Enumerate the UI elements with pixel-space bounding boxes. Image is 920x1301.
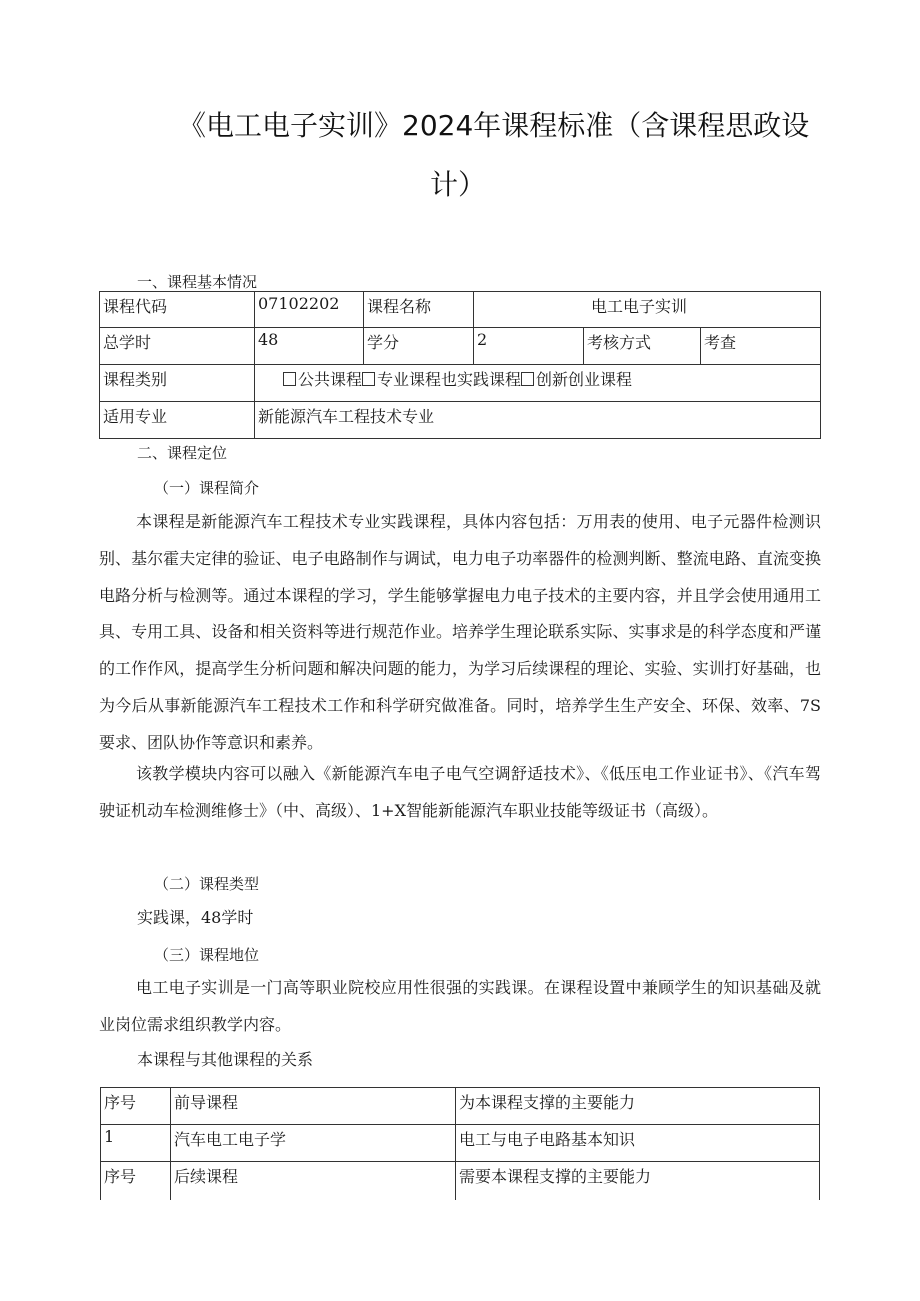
major-value: 新能源汽车工程技术专业	[255, 402, 821, 439]
section-heading-positioning: 二、课程定位	[137, 444, 228, 462]
document-title-continued: 计）	[430, 168, 487, 201]
table-cell: 为本课程支撑的主要能力	[456, 1088, 820, 1125]
table-cell: 前导课程	[171, 1088, 456, 1125]
table-cell: 序号	[101, 1162, 171, 1201]
table-cell: 1	[101, 1125, 171, 1162]
table-cell: 序号	[101, 1088, 171, 1125]
hours-value: 48	[255, 328, 364, 365]
table-row	[100, 292, 821, 328]
table-row	[101, 1125, 820, 1162]
intro-paragraph: 本课程是新能源汽车工程技术专业实践课程，具体内容包括：万用表的使用、电子元器件检测识别、基尔霍夫定律的验证、电子电路制作与调试，电力电子功率器件的检测判断、整流电路、直流变换电路分析与检测等。通过本课程的学习，学生能够掌握电力电子技术的主要内容，并且学会使用通用工具、专用工具、设备和相关资料等进行规范作业。培养学生理论联系实际、实事求是的科学态度和严谨的工作作风，提高学生分析问题和解决问题的能力，为学习后续课程的理论、实验、实训打好基础，也为今后从事新能源汽车工程技术工作和科学研究做准备。同时，培养学生生产安全、环保、效率、7S要求、团队协作等意识和素养。	[99, 512, 821, 752]
checkbox-icon	[521, 372, 534, 386]
table-cell: 需要本课程支撑的主要能力	[456, 1162, 820, 1201]
module-paragraph: 该教学模块内容可以融入《新能源汽车电子电气空调舒适技术》、《低压电工作业证书》、《汽车驾驶证机动车检测维修士》（中、高级）、1+X智能新能源汽车职业技能等级证书（高级）。	[99, 764, 821, 820]
table-row	[100, 402, 821, 439]
hours-label: 总学时	[100, 328, 255, 365]
section-heading-basic-info: 一、课程基本情况	[137, 273, 258, 291]
table-cell: 电工与电子电路基本知识	[456, 1125, 820, 1162]
course-name-label: 课程名称	[364, 292, 474, 328]
status-paragraph: 电工电子实训是一门高等职业院校应用性很强的实践课。在课程设置中兼顾学生的知识基础及就业岗位需求组织教学内容。	[99, 978, 821, 1034]
course-type-text: 实践课，48学时	[137, 908, 254, 927]
major-label: 适用专业	[100, 402, 255, 439]
category-options	[255, 365, 821, 402]
subheading-course-status: （三）课程地位	[154, 946, 260, 964]
basic-info-table	[99, 291, 821, 439]
table-cell: 后续课程	[171, 1162, 456, 1201]
assessment-value: 考查	[701, 328, 821, 365]
subheading-intro: （一）课程简介	[154, 479, 260, 497]
course-code-value: 07102202	[255, 292, 364, 328]
table-row	[101, 1162, 820, 1201]
table-cell: 汽车电工电子学	[171, 1125, 456, 1162]
credit-label: 学分	[364, 328, 474, 365]
subheading-course-type: （二）课程类型	[154, 875, 260, 893]
checkbox-icon	[362, 372, 375, 386]
table-row	[101, 1088, 820, 1125]
course-name-value: 电工电子实训	[474, 292, 821, 328]
category-option-professional: 专业课程也实践课程	[377, 370, 522, 389]
course-relation-table	[100, 1087, 820, 1200]
table-row	[100, 365, 821, 402]
relation-heading: 本课程与其他课程的关系	[137, 1050, 314, 1069]
table-row	[100, 328, 821, 365]
checkbox-icon	[283, 372, 296, 386]
category-option-innovation: 创新创业课程	[536, 370, 633, 389]
category-option-public: 公共课程	[298, 370, 363, 389]
document-title: 《电工电子实训》2024年课程标准（含课程思政设	[178, 109, 810, 142]
credit-value: 2	[474, 328, 584, 365]
assessment-label: 考核方式	[584, 328, 701, 365]
category-label: 课程类别	[100, 365, 255, 402]
course-code-label: 课程代码	[100, 292, 255, 328]
